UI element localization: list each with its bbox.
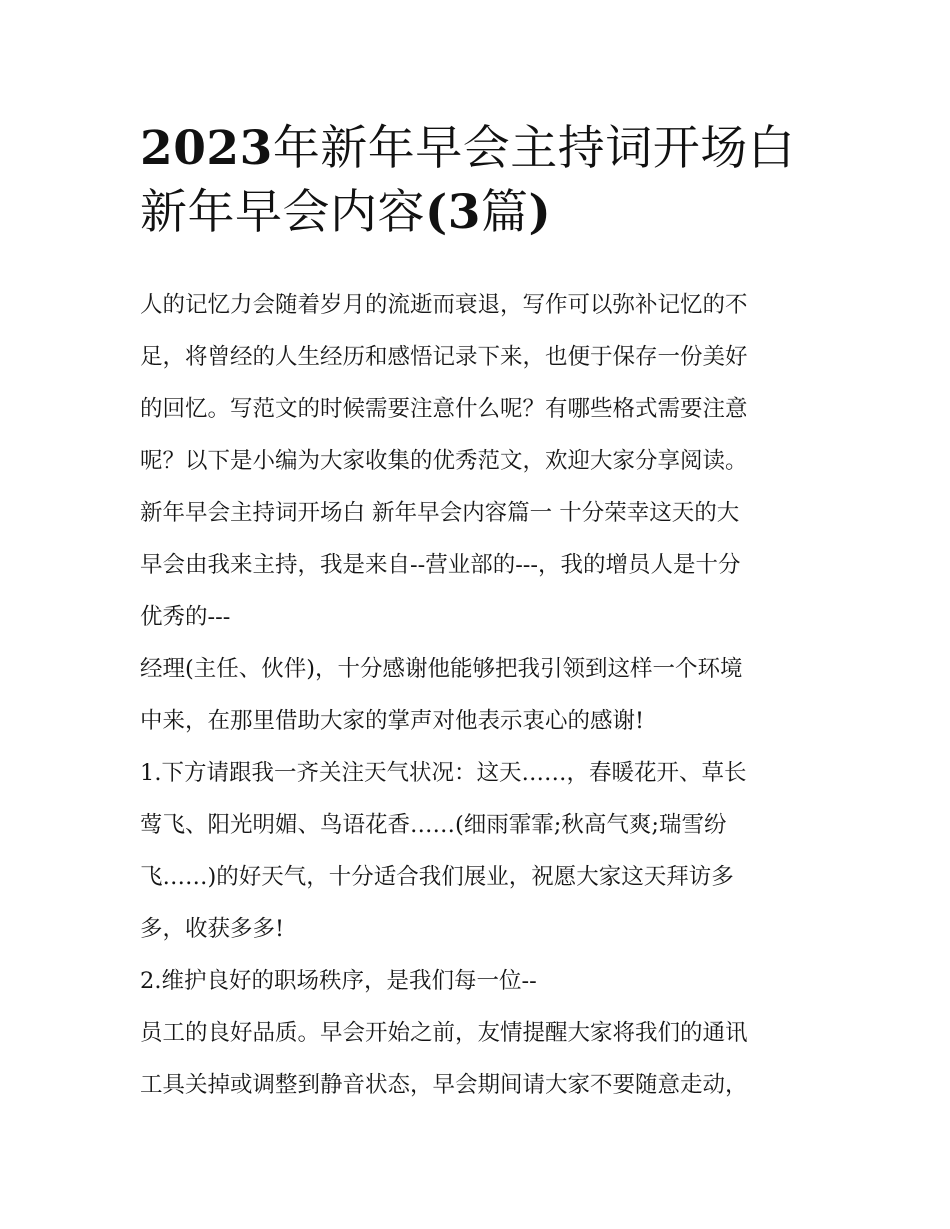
body-line: 足，将曾经的人生经历和感悟记录下来，也便于保存一份美好 [140, 344, 748, 370]
body-line: 莺飞、阳光明媚、鸟语花香……(细雨霏霏;秋高气爽;瑞雪纷 [140, 812, 727, 838]
body-line: 新年早会主持词开场白 新年早会内容篇一 十分荣幸这天的大 [140, 500, 740, 526]
document-body [140, 279, 830, 1111]
body-line: 呢？以下是小编为大家收集的优秀范文，欢迎大家分享阅读。 [140, 448, 748, 474]
title-line-2 [140, 181, 830, 245]
body-line: 2.维护良好的职场秩序，是我们每一位-- [140, 968, 537, 994]
title-year: 2023 [140, 121, 273, 176]
title-line-1 [140, 117, 830, 181]
document-title [140, 117, 830, 245]
title-line-2-text: 新年早会内容 [140, 185, 425, 240]
title-count-close: ) [528, 185, 552, 240]
title-line-1-text: 年新年早会主持词开场白 [272, 121, 796, 176]
body-line: 工具关掉或调整到静音状态，早会期间请大家不要随意走动， [140, 1072, 748, 1098]
body-line: 优秀的--- [140, 604, 231, 630]
title-count-open: (3 [425, 185, 481, 240]
body-line: 飞……)的好天气，十分适合我们展业，祝愿大家这天拜访多 [140, 864, 734, 890]
body-line: 人的记忆力会随着岁月的流逝而衰退，写作可以弥补记忆的不 [140, 292, 748, 318]
title-count-unit: 篇 [480, 185, 529, 240]
body-line: 经理(主任、伙伴)，十分感谢他能够把我引领到这样一个环境 [140, 656, 743, 682]
body-line: 员工的良好品质。早会开始之前，友情提醒大家将我们的通讯 [140, 1020, 748, 1046]
body-line: 中来，在那里借助大家的掌声对他表示衷心的感谢! [140, 708, 645, 734]
body-line: 早会由我来主持，我是来自--营业部的---，我的增员人是十分 [140, 552, 741, 578]
body-line: 1.下方请跟我一齐关注天气状况：这天……，春暖花开、草长 [140, 760, 747, 786]
body-line: 多，收获多多! [140, 916, 285, 942]
body-line: 的回忆。写范文的时候需要注意什么呢？有哪些格式需要注意 [140, 396, 748, 422]
